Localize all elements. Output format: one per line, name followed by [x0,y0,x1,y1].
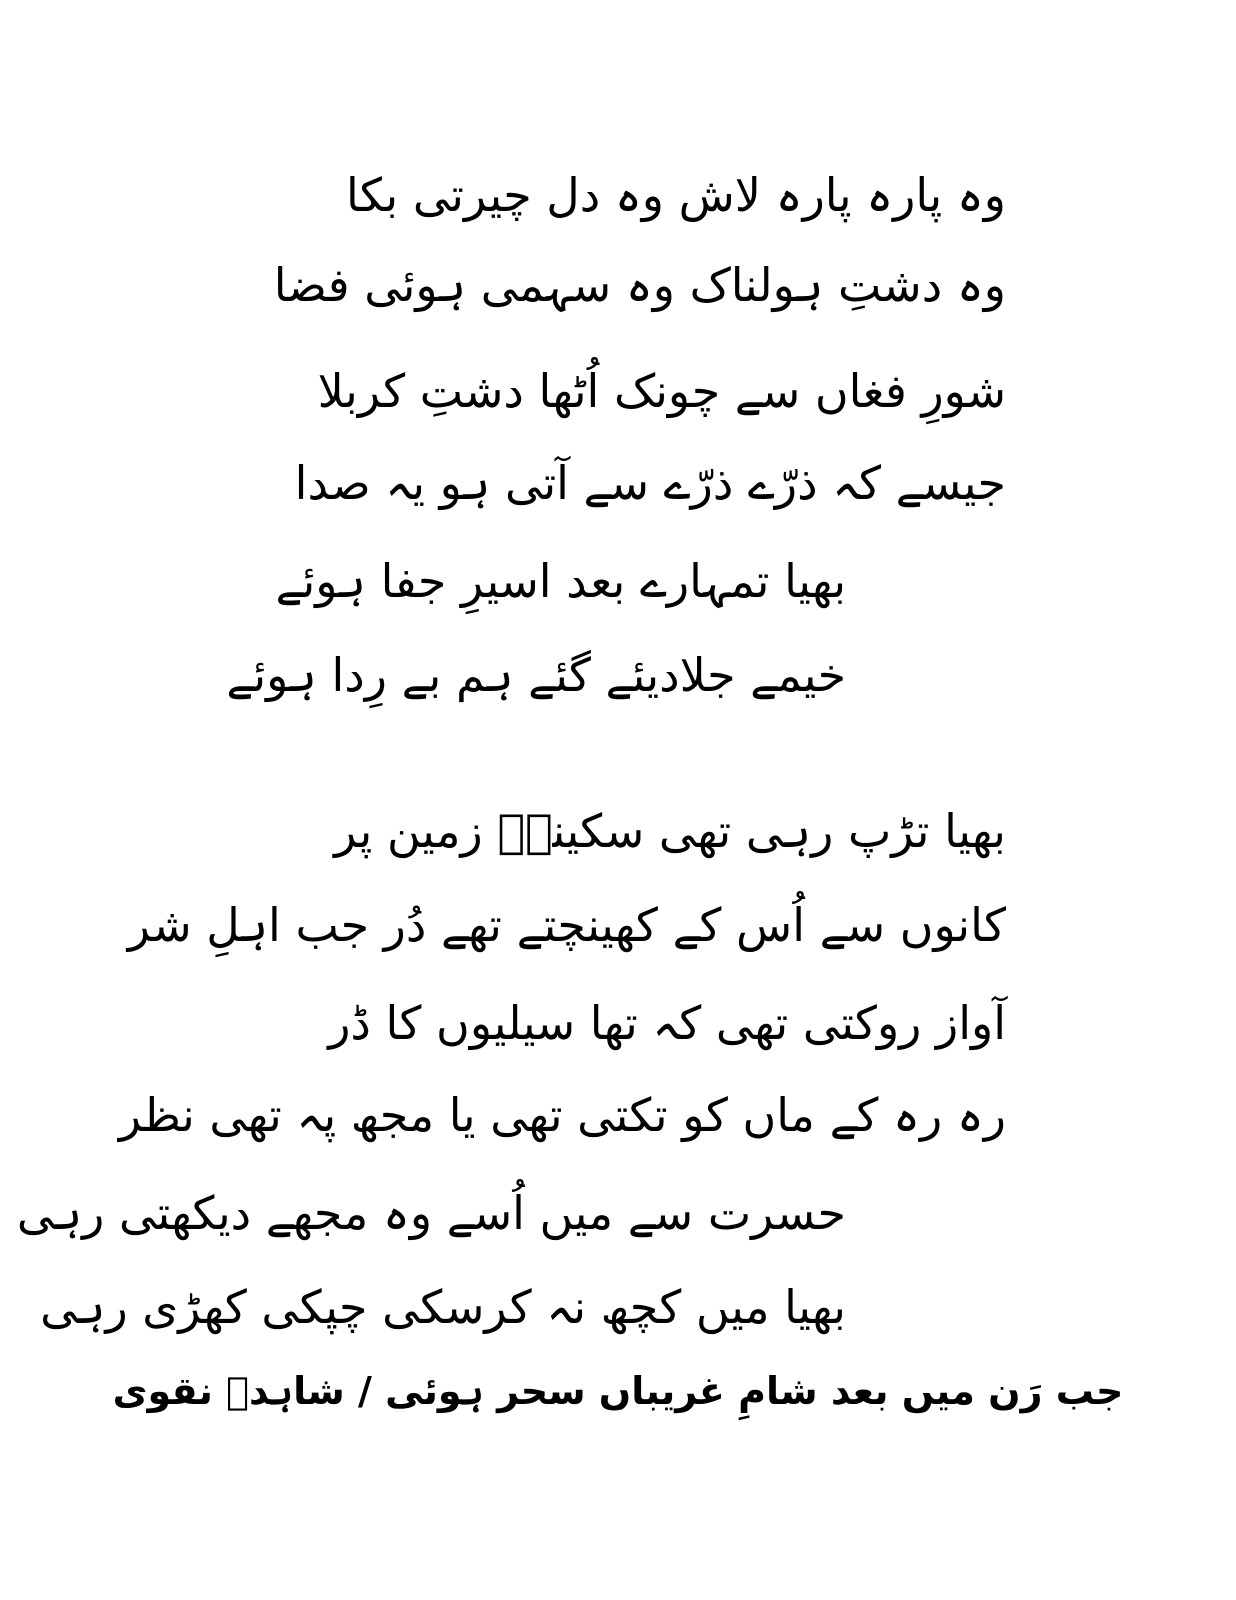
refrain-1-line-1: بھیا تمہارے بعد اسیرِ جفا ہوئے [275,554,846,608]
stanza-1-line-2: وہ دشتِ ہولناک وہ سہمی ہوئی فضا [273,258,1006,312]
stanza-2-line-2: کانوں سے اُس کے کھینچتے تھے دُر جب اہلِ شر [127,898,1006,952]
stanza-1-line-1: وہ پارہ پارہ لاش وہ دل چیرتی بکا [345,168,1006,222]
refrain-2-line-1: حسرت سے میں اُسے وہ مجھے دیکھتی رہی [16,1186,846,1240]
stanza-2-line-1: بھیا تڑپ رہی تھی سکینہؑ زمین پر [334,804,1006,858]
stanza-2-line-3: آواز روکتی تھی کہ تھا سیلیوں کا ڈر [328,996,1006,1050]
poem-attribution: جب رَن میں بعد شامِ غریباں سحر ہوئی / شاہدؔ نقوی [112,1369,1124,1413]
stanza-2-line-4: رہ رہ کے ماں کو تکتی تھی یا مجھ پہ تھی نظر [118,1088,1006,1142]
stanza-1-line-4: جیسے کہ ذرّے ذرّے سے آتی ہو یہ صدا [294,456,1006,510]
stanza-1-line-3: شورِ فغاں سے چونک اُٹھا دشتِ کربلا [317,364,1006,418]
refrain-1-line-2: خیمے جلادیئے گئے ہم بے رِدا ہوئے [226,648,846,702]
refrain-2-line-2: بھیا میں کچھ نہ کرسکی چپکی کھڑی رہی [40,1280,846,1334]
